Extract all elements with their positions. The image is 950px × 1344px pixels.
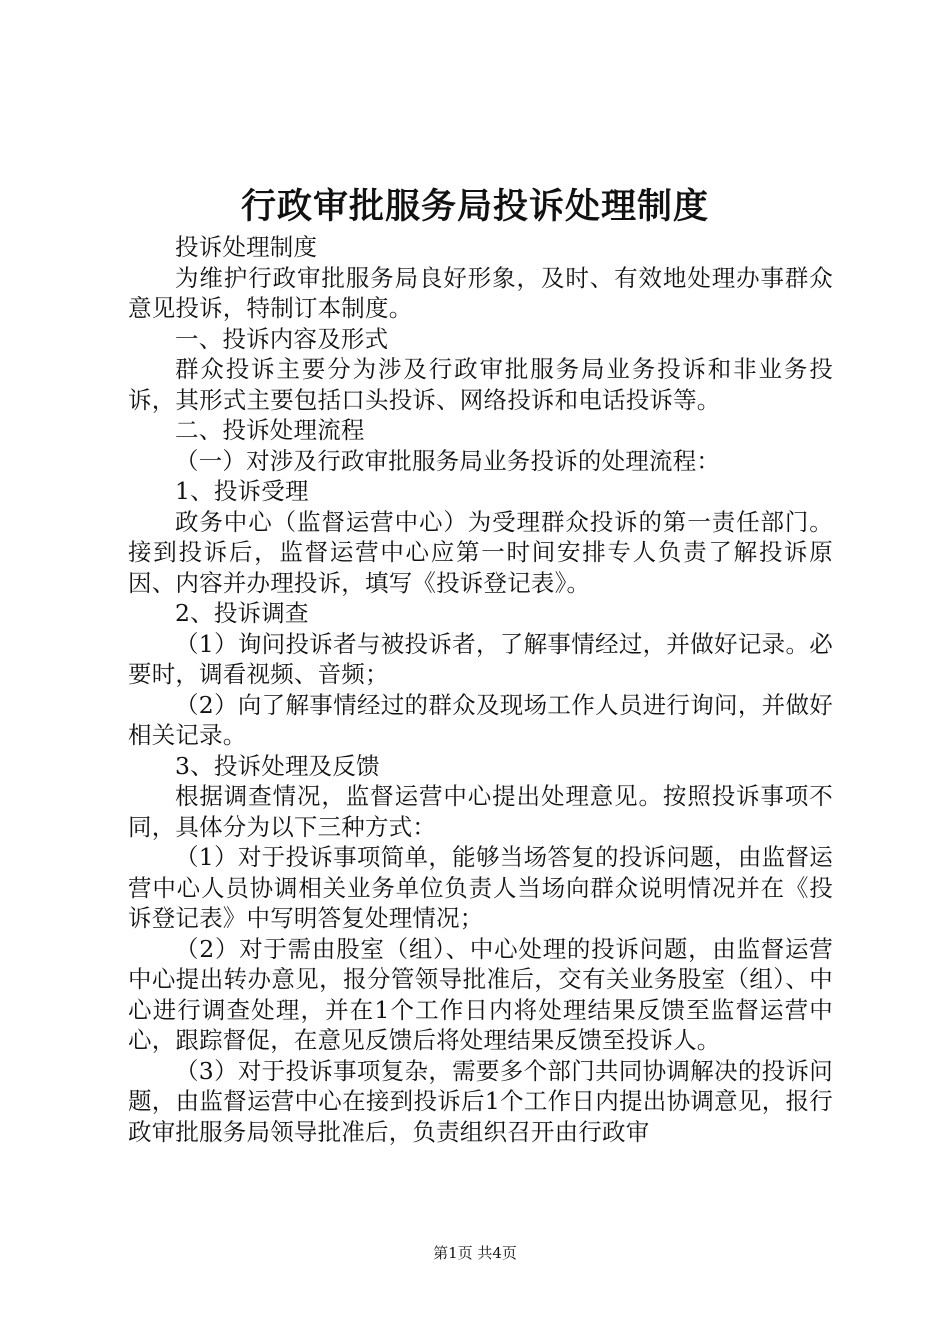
subsection-heading: 3、投诉处理及反馈 [175,751,380,780]
subsection-heading: 1、投诉受理 [175,477,309,505]
paragraph: （2）向了解事情经过的群众及现场工作人员进行询问，并做好相关记录。 [128,690,833,749]
paragraph: （1）询问投诉者与被投诉者，了解事情经过，并做好记录。必要时，调看视频、音频； [128,629,833,688]
paragraph: 群众投诉主要分为涉及行政审批服务局业务投诉和非业务投诉，其形式主要包括口头投诉、网络投诉和电话投诉等。 [128,355,833,414]
paragraph: 根据调查情况，监督运营中心提出处理意见。按照投诉事项不同，具体分为以下三种方式： [128,782,833,841]
subsection-heading: 2、投诉调查 [175,599,309,627]
paragraph: （1）对于投诉事项简单，能够当场答复的投诉问题，由监督运营中心人员协调相关业务单位负责人当场向群众说明情况并在《投诉登记表》中写明答复处理情况； [128,843,833,932]
paragraph: （2）对于需由股室（组）、中心处理的投诉问题，由监督运营中心提出转办意见，报分管领导批准后，交有关业务股室（组）、中心进行调查处理，并在1个工作日内将处理结果反馈至监督运营中心，跟踪督促，在意见反馈后将处理结果反馈至投诉人。 [128,934,833,1054]
paragraph: 投诉处理制度 [175,233,318,261]
paragraph: （3）对于投诉事项复杂，需要多个部门共同协调解决的投诉问题，由监督运营中心在接到投诉后1个工作日内提出协调意见，报行政审批服务局领导批准后，负责组织召开由行政审 [128,1056,833,1146]
section-heading: 一、投诉内容及形式 [175,324,389,353]
section-heading: 二、投诉处理流程 [175,416,365,444]
paragraph: 政务中心（监督运营中心）为受理群众投诉的第一责任部门。接到投诉后，监督运营中心应第一时间安排专人负责了解投诉原因、内容并办理投诉，填写《投诉登记表》。 [128,507,833,597]
page-number: 第1页 共4页 [433,1244,517,1262]
page-title: 行政审批服务局投诉处理制度 [240,186,709,227]
paragraph: 为维护行政审批服务局良好形象，及时、有效地处理办事群众意见投诉，特制订本制度。 [128,263,833,322]
subsection-heading: （一）对涉及行政审批服务局业务投诉的处理流程： [175,446,721,475]
document-body [128,232,833,1147]
